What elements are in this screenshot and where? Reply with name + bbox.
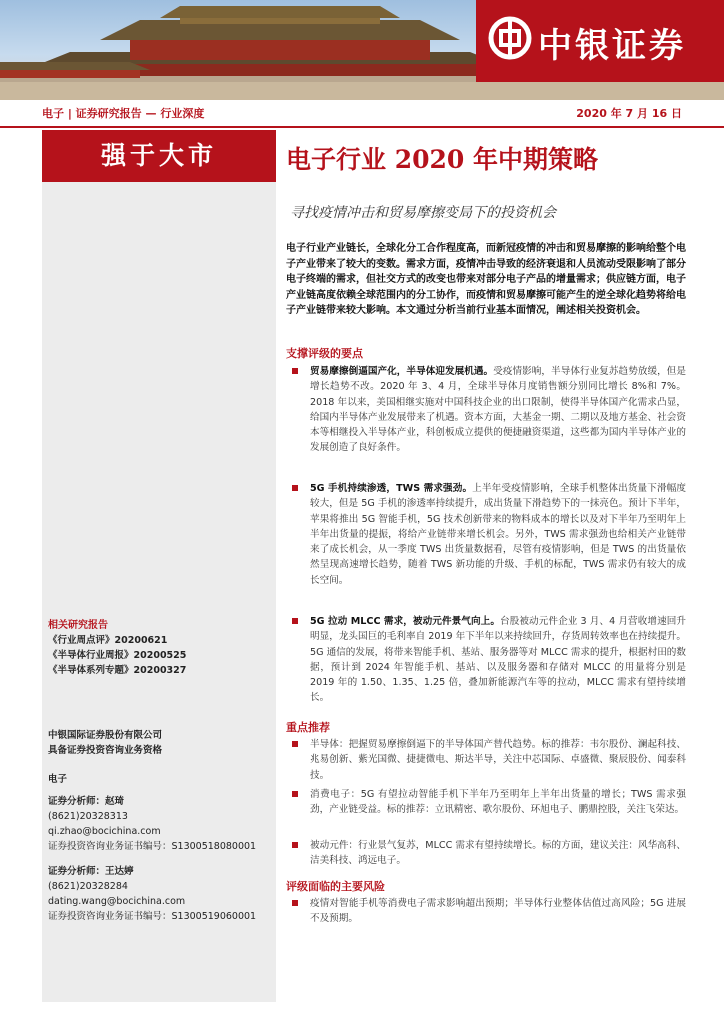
related-item[interactable]: 《半导体行业周报》20200525: [48, 650, 187, 661]
brand-logo-box: [476, 0, 724, 82]
bullet-square-icon: [292, 791, 298, 797]
report-date: 2020 年 7 月 16 日: [576, 107, 682, 120]
report-meta-bar: [0, 100, 724, 128]
bullet-square-icon: [292, 741, 298, 747]
recommend-text: 半导体：把握贸易摩擦倒逼下的半导体国产替代趋势。标的推荐：韦尔股份、澜起科技、兆易创新、紫光国微、捷捷微电、斯达半导，关注中芯国际、卓盛微、聚辰股份、闻泰科技。: [310, 739, 686, 781]
section-rating-points-title: 支撑评级的要点: [286, 347, 363, 360]
company-qualification: 具备证券投资咨询业务资格: [48, 745, 163, 756]
risk-item: [292, 896, 686, 927]
risk-text: 疫情对智能手机等消费电子需求影响超出预期；半导体行业整体估值过高风险；5G 进展不及预期。: [310, 898, 686, 925]
bullet-square-icon: [292, 618, 298, 624]
point-head: 5G 手机持续渗透，TWS 需求强劲。: [310, 483, 473, 494]
related-reports: [48, 618, 186, 678]
related-title: 相关研究报告: [48, 620, 108, 631]
rating-slogan: 强于大市: [42, 130, 276, 182]
bullet-square-icon: [292, 900, 298, 906]
point-body: 受疫情影响，半导体行业复苏趋势放缓，但是增长趋势不改。2020 年 3、4 月，全球半导体月度销售额分别同比增长 8%和 7%。2018 年以来，美国相继实施对中国科技企业的出口限制，使得半导体国产化需求凸显，给国内半导体产业发展带来了机遇。资本方面，大基金一期、二期以及地方基金、社会资本等相继投入半导体产业，科创板成立提供的便捷融资渠道，这些都为国内半导体产业的发展创造了良好条件。: [310, 366, 686, 454]
section-recommend-title: 重点推荐: [286, 721, 330, 734]
related-item[interactable]: 《半导体系列专题》20200327: [48, 665, 187, 676]
recommend-item: [292, 737, 686, 783]
analyst-email[interactable]: qi.zhao@bocichina.com: [48, 826, 161, 837]
sector-label: [48, 772, 67, 787]
brand-name: 中银证券: [538, 26, 686, 66]
analyst-name: 证券分析师：王达婷: [48, 866, 134, 877]
recommend-item: [292, 838, 686, 869]
analyst-2: [48, 864, 256, 924]
bullet-square-icon: [292, 368, 298, 374]
company-info: [48, 728, 162, 758]
bullet-square-icon: [292, 485, 298, 491]
analyst-phone: (8621)20328313: [48, 811, 128, 822]
report-subtitle: 寻找疫情冲击和贸易摩擦变局下的投资机会: [290, 205, 556, 221]
sidebar: [42, 130, 276, 1002]
rating-point: [292, 481, 686, 588]
recommend-text: 消费电子：5G 有望拉动智能手机下半年乃至明年上半年出货量的增长；TWS 需求强劲，产业链受益。标的推荐：立讯精密、歌尔股份、环旭电子、鹏鼎控股，关注飞荣达。: [310, 789, 686, 816]
rating-point: [292, 614, 686, 706]
point-body: 上半年受疫情影响，全球手机整体出货量下滑幅度较大，但是 5G 手机的渗透率持续提升，成出货量下滑趋势下的一抹亮色。预计下半年，苹果将推出 5G 智能手机，5G 技术创新带来的物料成本的增长以及对下半年乃至明年上半年出货量的提振，将给产业链带来增长机会。另外，TWS 需求强劲也给相关产业链带来了成长机会，从一季度 TWS 出货量数据看，尽管有疫情影响，但是 TWS 的出货量依然呈现高速增长趋势，随着 TWS 新功能的升级、手机的标配，TWS 需求仍有较大的成长空间。: [310, 483, 687, 586]
analyst-phone: (8621)20328284: [48, 881, 128, 892]
recommend-item: [292, 787, 686, 818]
point-head: 5G 拉动 MLCC 需求，被动元件景气向上。: [310, 616, 501, 627]
section-risk-title: 评级面临的主要风险: [286, 880, 385, 893]
report-title: 电子行业 2020 年中期策略: [286, 145, 598, 174]
analyst-1: [48, 794, 256, 854]
summary-paragraph: 电子行业产业链长，全球化分工合作程度高，而新冠疫情的冲击和贸易摩擦的影响给整个电子产业带来了较大的变数。需求方面，疫情冲击导致的经济衰退和人员流动受限影响了部分电子终端的需求，但社交方式的改变也带来对部分电子产品的增量需求；供应链方面，电子产业链高度依赖全球范围内的分工协作，而疫情和贸易摩擦可能产生的逆全球化趋势将给电子产业链带来较大影响。本文通过分析当前行业基本面情况，阐述相关投资机会。: [286, 243, 686, 317]
header-banner: [0, 0, 724, 100]
point-body: 台股被动元件企业 3 月、4 月营收增速回升明显，龙头国巨的毛利率自 2019 年下半年以来持续回升，存货周转效率也在持续提升。5G 通信的发展，将带来智能手机、基站、服务器等对 MLCC 需求的提升，根据村田的数据，预计到 2024 年智能手机、基站、以及服务器和存储对 MLCC 的用量将分别是 2019 年的 1.50、1.35、1.25 倍，叠加新能源汽车等的拉动，MLCC 需求有望持续增长。: [310, 616, 687, 704]
recommend-text: 被动元件：行业景气复苏，MLCC 需求有望持续增长。标的方面，建议关注：风华高科、洁美科技、鸿远电子。: [310, 840, 686, 867]
company-name: 中银国际证券股份有限公司: [48, 730, 163, 741]
analyst-cert: 证券投资咨询业务证书编号：S1300519060001: [48, 911, 257, 922]
point-head: 贸易摩擦倒逼国产化，半导体迎发展机遇。: [310, 366, 494, 377]
breadcrumb: 电子 | 证券研究报告 — 行业深度: [42, 107, 205, 120]
related-item[interactable]: 《行业周点评》20200621: [48, 635, 168, 646]
rating-point: [292, 364, 686, 456]
analyst-name: 证券分析师：赵琦: [48, 796, 125, 807]
analyst-cert: 证券投资咨询业务证书编号：S1300518080001: [48, 841, 257, 852]
analyst-email[interactable]: dating.wang@bocichina.com: [48, 896, 186, 907]
bank-of-china-logo-icon: [488, 16, 532, 60]
bullet-square-icon: [292, 842, 298, 848]
sector: 电子: [48, 774, 68, 785]
